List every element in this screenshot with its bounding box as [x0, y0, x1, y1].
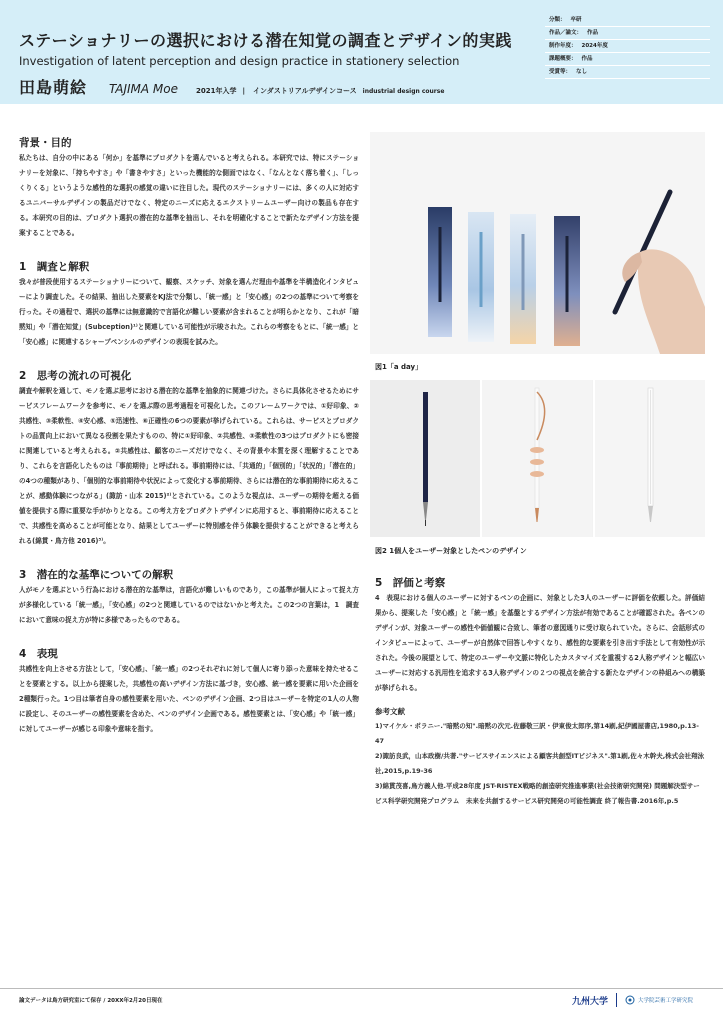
figure-1-caption: 図1「a day」 [375, 363, 423, 371]
section-heading-survey: 1 調査と解釈 [19, 261, 90, 273]
reference-item: 1)マイケル・ポラニー."暗黙の知".暗黙の次元.佐藤敬三訳・伊東俊太郎序,第14刷,紀伊國屋書店,1980,p.13-47 [375, 722, 699, 745]
section-heading-latent-criteria: 3 潜在的な基準についての解釈 [19, 569, 174, 581]
pen-photo-clear [595, 380, 705, 537]
enrollment-year: 2021年入学 [196, 87, 237, 95]
course-name-en: industrial design course [362, 88, 445, 95]
meta-value: 作品 [587, 30, 599, 36]
meta-label: 受賞等： [549, 69, 572, 75]
meta-row [545, 40, 710, 53]
meta-label: 課題概要： [549, 56, 577, 62]
section-heading-expression: 4 表現 [19, 648, 58, 660]
footer-divider [0, 988, 723, 989]
department-emblem-icon [625, 995, 635, 1005]
footer-logo [572, 993, 693, 1007]
meta-row [545, 53, 710, 66]
meta-row [545, 66, 710, 79]
pen-photo-copper [482, 380, 592, 537]
figure-1-image [370, 132, 705, 354]
meta-value: 卒研 [570, 17, 582, 23]
university-logo-text: 九州大学 [572, 996, 609, 1007]
section-heading-background: 背景・目的 [19, 137, 72, 149]
page-title: ステーショナリーの選択における潜在知覚の調査とデザイン的実践 [19, 31, 512, 50]
meta-value: 2024年度 [581, 43, 608, 49]
reference-item: 3)綿貫茂喜,鳥方義人他.平成28年度 JST-RISTEX戦略的創造研究推進事業(社会技術研究開発) 問題解決型サービス科学研究開発プログラム 未来を共創するサービス研究開発の可能性調査 終了報告書.2016年,p.5 [375, 782, 700, 805]
separator: | [242, 87, 246, 95]
right-column [375, 572, 705, 809]
header-band [0, 0, 723, 104]
department-logo [625, 995, 693, 1005]
reference-item: 2)諏訪良武，山本政樹/共著."サービスサイエンスによる顧客共創型ITビジネス".第1刷,佐々木幹夫,株式会社翔泳社,2015,p.19-36 [375, 752, 705, 775]
meta-row [545, 27, 710, 40]
meta-label: 分類： [549, 17, 566, 23]
footer-note: 論文データは鳥方研究室にて保存 / 20XX年2月20日現在 [19, 998, 163, 1004]
section-heading-visualization: 2 思考の流れの可視化 [19, 370, 132, 382]
department-logo-text: 大学院芸術工学研究院 [638, 998, 694, 1004]
figure-2-image [370, 380, 705, 537]
section-body-survey: 我々が普段使用するステーショナリーについて、観察、スケッチ、対象を選んだ理由や基準を半構造化インタビューにより調査した。その結果、抽出した要素をKJ法で分類し、「統一感」と「安心感」の2つの基準について考察を行った。その過程で、選択の基準には無意識的で言語化が難しい要素が含まれることが明らかとなり、これが「暗黙知」や「潜在知覚」(Subception)¹⁾と関連している可能性が示唆された。これらの考察をもとに、「統一感」と「安心感」に関連するシャープペンシルのデザインの表現を試みた。 [19, 278, 359, 346]
section-body-visualization: 調査や解釈を通して、モノを選ぶ思考における潜在的な基準を抽象的に関連づけた。さらに具体化させるためにサービスフレームワークを参考に、モノを選ぶ際の思考過程を可視化した。このフレームワークでは、①好印象、②共感性、③柔軟性、④安心感、⑤迅速性、⑥正確性の6つの要素が挙げられている。これらは、サービスとプロダクトの品質向上において異なる役割を果たすものの、特に①好印象、②共感性、③柔軟性の3つはプロダクトにも密接に関連していると考えられる。②共感性は、顧客のニーズだけでなく、その背景や本質を深く理解することであり、これらを言語化したものは「事前期待」と呼ばれる。事前期待には、「共通的」「個別的」「状況的」「潜在的」の4つの種類があり、「個別的な事前期待や状況によって変化する事前期待、さらには潜在的な事前期待に応えることが、感動体験につながる」(諏訪・山本 2015)²⁾とされている。このような視点は、ユーザーの期待を超える価値を提供する際に重要な手がかりとなる。この考え方をプロダクトデザインに応用すると、事前期待に応えることで、共感性を高めることが可能となり、結果としてユーザーに特別感を伴う体験を提供することができると考えられる(綿貫・鳥方他 2016)³⁾。 [19, 387, 359, 545]
page-title-english: Investigation of latent perception and design practice in stationery selection [19, 54, 460, 68]
navy-pen-illustration [370, 380, 480, 537]
author-name-ja: 田島萌絵 [19, 78, 88, 97]
meta-value: 作品 [581, 56, 593, 62]
section-body-background: 私たちは、自分の中にある「何か」を基準にプロダクトを選んでいると考えられる。本研究では、特にステーショナリーを対象に、「持ちやすさ」や「書きやすさ」といった機能的な側面ではなく、「なんとなく落ち着く」、「しっくりくる」というような感性的な選択の感覚の違いに注目した。現代のステーショナリーには、多くの人に対応するユニバーサルデザインの製品だけでなく、特定のニーズに応えるエクストリームユーザー向けの製品も存在する。本研究の目的は、プロダクト選択の潜在的な基準を抽出し、それを明確化することで新たなデザイン方法を提案することである。 [19, 154, 359, 237]
left-column [19, 132, 359, 737]
pen-photo-navy [370, 380, 480, 537]
section-body-expression: 共感性を向上させる方法として，「安心感」、「統一感」の2つそれぞれに対して個人に寄り添った意味を持たせることを要素とする。以上から提案した，共感性の高いデザイン方法に基づき，安心感、統一感を要素に用いた企画を2種類行った。1つ目は筆者自身の感性要素を用いた、ペンのデザイン企画、2つ目はユーザーを特定の1人の人物に設定し、そのユーザーの感性要素を含めた、ペンのデザイン企画である。感性要素とは、「安心感」や「統一感」に対してユーザーが感じる印象や意味を指す。 [19, 665, 359, 733]
meta-table [545, 14, 710, 79]
meta-row [545, 14, 710, 27]
meta-label: 作品／論文： [549, 30, 583, 36]
author-name-en: TAJIMA Moe [109, 82, 178, 96]
clear-pen-illustration [595, 380, 705, 537]
section-heading-evaluation: 5 評価と考察 [375, 577, 446, 589]
section-body-evaluation: 4 表現における個人のユーザーに対するペンの企画に、対象とした3人のユーザーに評価を依頼した。評価結果から、提案した「安心感」と「統一感」を基盤とするデザイン方法が有効であることが確認された。各ペンのデザインが、対象ユーザーの感性や価値観に合致し、筆者の意図通りに受け取られていた。さらに、会話形式のインタビューによって、ユーザーが自然体で回答しやすくなり、感性的な要素を引き出す手法として有効性が示された。今後の展望として、特定のユーザーや文脈に特化したカスタマイズを重視する2人称デザインと幅広いユーザーに対応する汎用性を追求する3人称デザインの２つの視点を統合する新たなデザインの枠組みへの構築が挙げられる。 [375, 594, 705, 692]
figure-2-caption: 図2 1個人をユーザー対象としたペンのデザイン [375, 547, 527, 555]
author-line [19, 75, 444, 98]
section-body-latent-criteria: 人がモノを選ぶという行為における潜在的な基準は，言語化が難しいものであり，この基準が個人によって捉え方が多様化している「統一感」，「安心感」の2つと関連しているのではないかと考えた。この2つの言葉は，1 調査において意味の捉え方が特に多様であったものである。 [19, 586, 359, 624]
references-heading: 参考文献 [375, 707, 405, 716]
logo-separator [616, 993, 617, 1007]
course-name-ja: インダストリアルデザインコース [253, 87, 357, 95]
copper-pen-illustration [482, 380, 592, 537]
meta-label: 制作年度： [549, 43, 577, 49]
meta-value: なし [576, 69, 588, 75]
pen-packages-illustration [370, 132, 705, 354]
